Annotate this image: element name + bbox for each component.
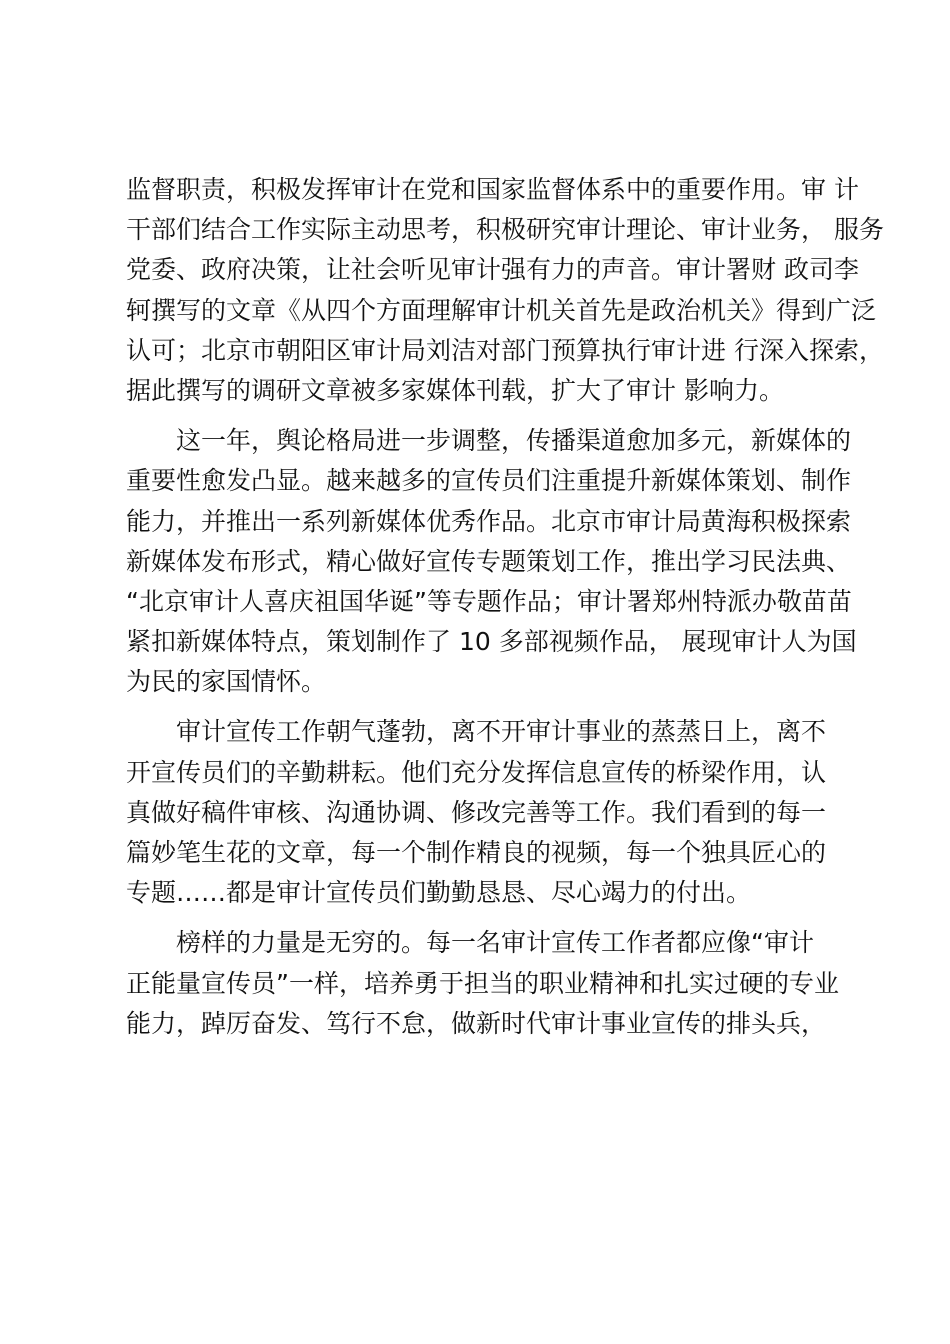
paragraph-gap bbox=[126, 411, 886, 421]
text-line: 紧扣新媒体特点，策划制作了 10 多部视频作品， 展现审计人为国 bbox=[126, 627, 857, 657]
document-body bbox=[126, 170, 886, 1044]
text-line: 为民的家国情怀。 bbox=[126, 667, 327, 697]
text-line: 认可；北京市朝阳区审计局刘洁对部门预算执行审计进 行深入探索， bbox=[126, 335, 884, 365]
paragraph-2 bbox=[126, 421, 886, 702]
text-line: 榜样的力量是无穷的。每一名审计宣传工作者都应像“审计 bbox=[126, 928, 814, 958]
text-line: 正能量宣传员”一样，培养勇于担当的职业精神和扎实过硬的专业 bbox=[126, 968, 839, 998]
text-line: 新媒体发布形式，精心做好宣传专题策划工作，推出学习民法典、 bbox=[126, 546, 852, 576]
text-line: 据此撰写的调研文章被多家媒体刊载，扩大了审计 影响力。 bbox=[126, 375, 784, 405]
text-line: 干部们结合工作实际主动思考，积极研究审计理论、审计业务， 服务 bbox=[126, 215, 884, 245]
text-line: “北京审计人喜庆祖国华诞”等专题作品；审计署郑州特派办敬苗苗 bbox=[126, 586, 852, 616]
text-line: 审计宣传工作朝气蓬勃，离不开审计事业的蒸蒸日上，离不 bbox=[126, 717, 827, 747]
text-line: 能力，踔厉奋发、笃行不怠，做新时代审计事业宣传的排头兵， bbox=[126, 1008, 827, 1038]
text-line: 这一年，舆论格局进一步调整，传播渠道愈加多元，新媒体的 bbox=[126, 426, 852, 456]
paragraph-4 bbox=[126, 923, 886, 1044]
paragraph-3 bbox=[126, 712, 886, 913]
text-line: 能力，并推出一系列新媒体优秀作品。北京市审计局黄海积极探索 bbox=[126, 506, 852, 536]
paragraph-1 bbox=[126, 170, 886, 411]
text-line: 党委、政府决策，让社会听见审计强有力的声音。审计署财 政司李 bbox=[126, 255, 859, 285]
text-line: 专题……都是审计宣传员们勤勤恳恳、尽心竭力的付出。 bbox=[126, 878, 752, 908]
paragraph-gap bbox=[126, 913, 886, 923]
text-line: 监督职责，积极发挥审计在党和国家监督体系中的重要作用。审 计 bbox=[126, 175, 859, 204]
text-line: 篇妙笔生花的文章，每一个制作精良的视频，每一个独具匠心的 bbox=[126, 838, 827, 867]
paragraph-gap bbox=[126, 702, 886, 712]
text-line: 真做好稿件审核、沟通协调、修改完善等工作。我们看到的每一 bbox=[126, 797, 827, 827]
text-line: 重要性愈发凸显。越来越多的宣传员们注重提升新媒体策划、制作 bbox=[126, 466, 852, 496]
text-line: 开宣传员们的辛勤耕耘。他们充分发挥信息宣传的桥梁作用，认 bbox=[126, 757, 827, 787]
text-line: 轲撰写的文章《从四个方面理解审计机关首先是政治机关》得到广泛 bbox=[126, 295, 877, 325]
